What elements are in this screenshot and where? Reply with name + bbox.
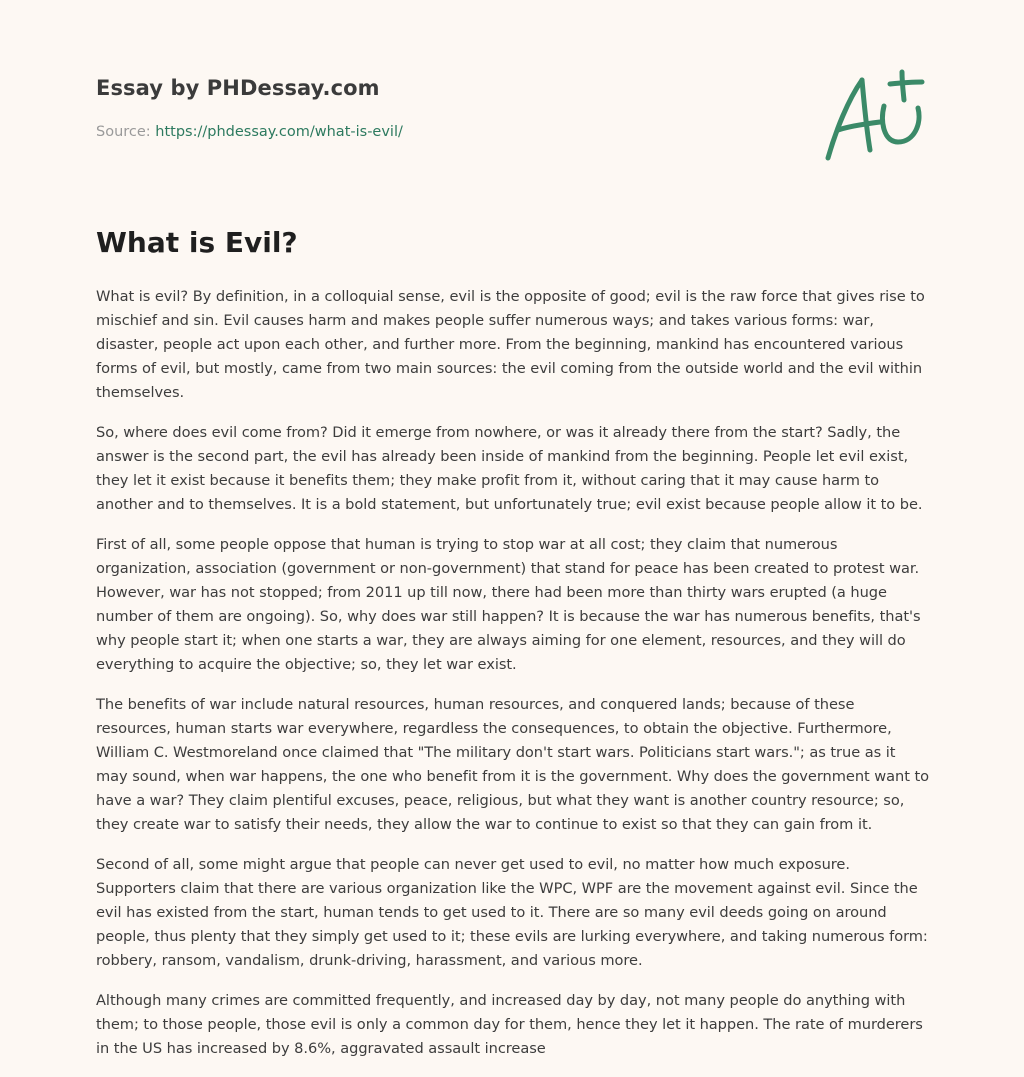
essay-paragraph: The benefits of war include natural resources, human resources, and conquered lands; because of these resources, human starts war everywhere, regardless the consequences, to obtain the objective. Furthermore, William C. Westmoreland once claimed that "The military don't start wars. Politicians start wars."; as true as it may sound, when war happens, the one who benefit from it is the government. Why does the government want to have a war? They claim plentiful excuses, peace, religious, but what they want is another country resource; so, they create war to satisfy their needs, they allow the war to continue to exist so that they can gain from it. — [96, 696, 930, 833]
essay-title: What is Evil? — [96, 226, 298, 259]
essay-paragraph: What is evil? By definition, in a colloquial sense, evil is the opposite of good; evil is the raw force that gives rise to mischief and sin. Evil causes harm and makes people suffer numerous ways; and takes various forms: war, disaster, people act upon each other, and further more. From the beginning, mankind has encountered various forms of evil, but mostly, came from two main sources: the evil coming from the outside world and the evil within themselves. — [96, 288, 925, 401]
source-line — [96, 124, 403, 140]
source-label: Source: — [96, 124, 151, 140]
source-link[interactable]: https://phdessay.com/what-is-evil/ — [155, 124, 403, 140]
site-title: Essay by PHDessay.com — [96, 76, 380, 100]
essay-body — [96, 285, 930, 1077]
essay-paragraph: So, where does evil come from? Did it emerge from nowhere, or was it already there from the start? Sadly, the answer is the second part, the evil has already been inside of mankind from the beginning. People let evil exist, they let it exist because it benefits them; they make profit from it, without caring that it may cause harm to another and to themselves. It is a bold statement, but unfortunately true; evil exist because people allow it to be. — [96, 424, 923, 513]
a-plus-logo-icon — [822, 68, 928, 164]
essay-header — [96, 76, 928, 176]
essay-paragraph: First of all, some people oppose that human is trying to stop war at all cost; they claim that numerous organization, association (government or non-government) that stand for peace has been created to protest war. However, war has not stopped; from 2011 up till now, there had been more than thirty wars erupted (a huge number of them are ongoing). So, why does war still happen? It is because the war has numerous benefits, that's why people start it; when one starts a war, they are always aiming for one element, resources, and they will do everything to acquire the objective; so, they let war exist. — [96, 536, 921, 673]
a-plus-logo-graphic — [822, 68, 928, 164]
essay-paragraph: Second of all, some might argue that people can never get used to evil, no matter how much exposure. Supporters claim that there are various organization like the WPC, WPF are the movement against evil. Since the evil has existed from the start, human tends to get used to it. There are so many evil deeds going on around people, thus plenty that they simply get used to it; these evils are lurking everywhere, and taking numerous form: robbery, ransom, vandalism, drunk-driving, harassment, and various more. — [96, 856, 928, 969]
essay-paragraph: Although many crimes are committed frequently, and increased day by day, not many people do anything with them; to those people, those evil is only a common day for them, hence they let it happen. The rate of murderers in the US has increased by 8.6%, aggravated assault increase — [96, 992, 923, 1057]
